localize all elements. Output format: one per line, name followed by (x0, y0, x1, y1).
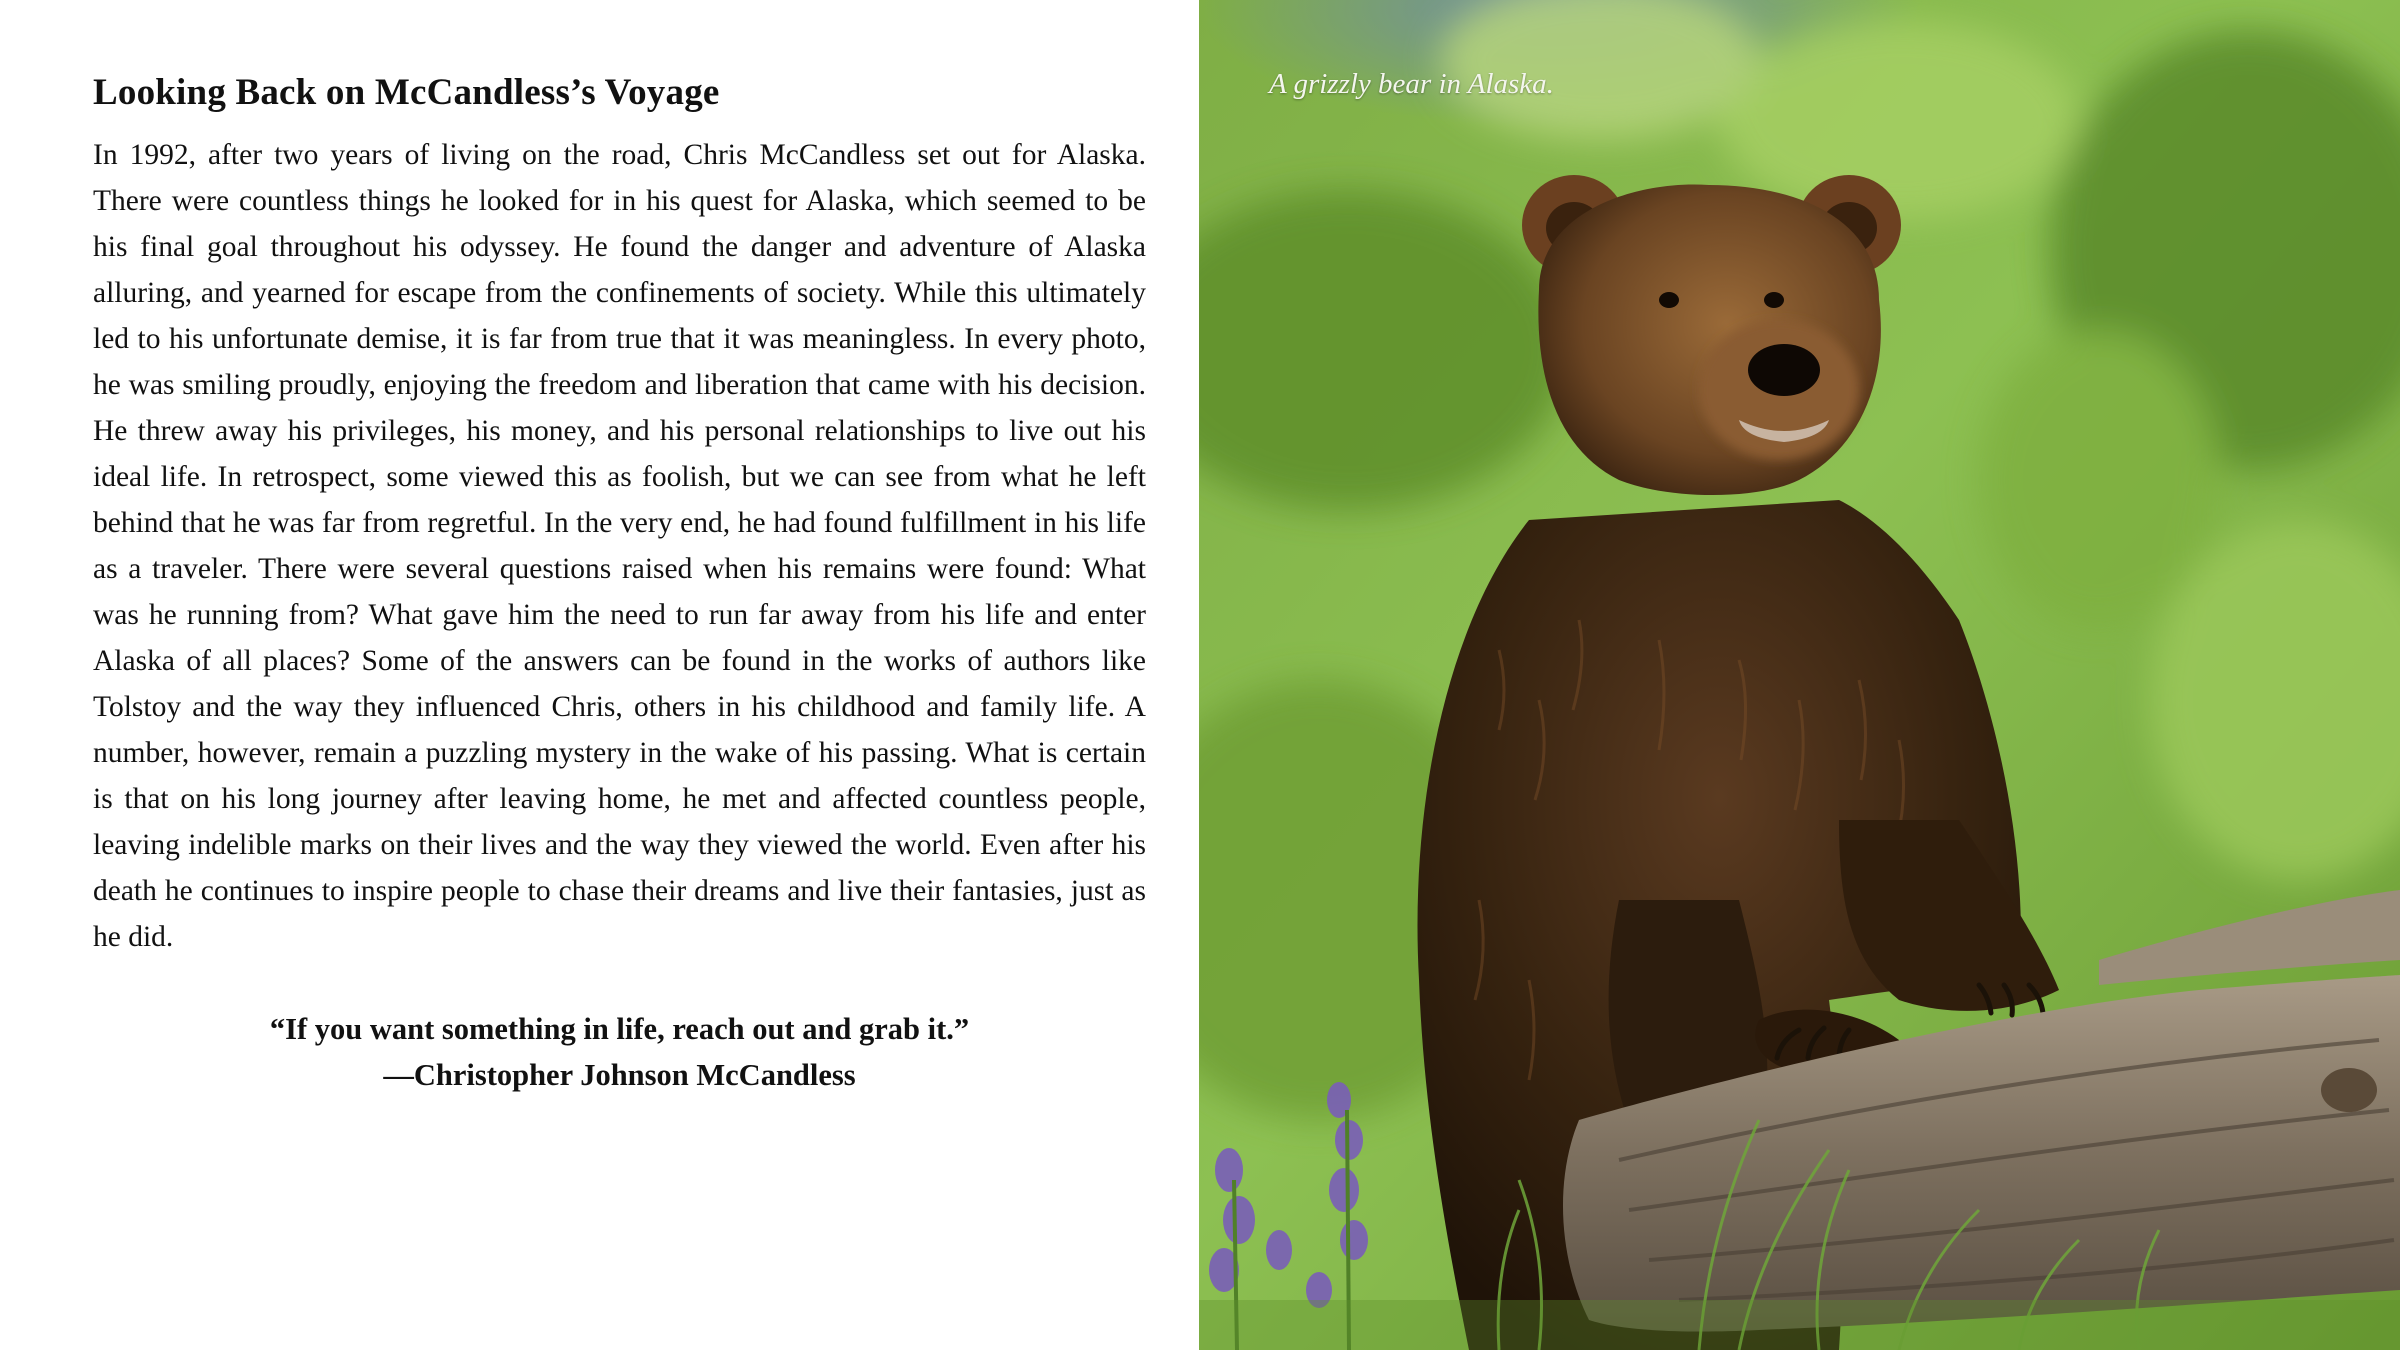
article-body: In 1992, after two years of living on the road, Chris McCandless set out for Alaska. There were countless things he looked for in his quest for Alaska, which seemed to be his final goal throughout his odyssey. He found the danger and adventure of Alaska alluring, and yearned for escape from the confinements of society. While this ultimately led to his unfortunate demise, it is far from true that it was meaningless. In every photo, he was smiling proudly, enjoying the freedom and liberation that came with his decision. He threw away his privileges, his money, and his personal relationships to live out his ideal life. In retrospect, some viewed this as foolish, but we can see from what he left behind that he was far from regretful. In the very end, he had found fulfillment in his life as a traveler. There were several questions raised when his remains were found: What was he running from? What gave him the need to run far away from his life and enter Alaska of all places? Some of the answers can be found in the works of authors like Tolstoy and the way they influenced Chris, others in his childhood and family life. A number, however, remain a puzzling mystery in the wake of his passing. What is certain is that on his long journey after leaving home, he met and affected countless people, leaving indelible marks on their lives and the way they viewed the world. Even after his death he continues to inspire people to chase their dreams and live their fantasies, just as he did. (93, 139, 1146, 953)
photo-caption: A grizzly bear in Alaska. (1269, 68, 1554, 100)
article-title: Looking Back on McCandless’s Voyage (93, 72, 720, 113)
quote-block (93, 1006, 1146, 1098)
quote-text: “If you want something in life, reach out and grab it.” (269, 1012, 970, 1046)
article (93, 66, 1146, 1098)
quote-attribution: —Christopher Johnson McCandless (383, 1058, 856, 1092)
grizzly-bear-photo (1199, 0, 2400, 1350)
